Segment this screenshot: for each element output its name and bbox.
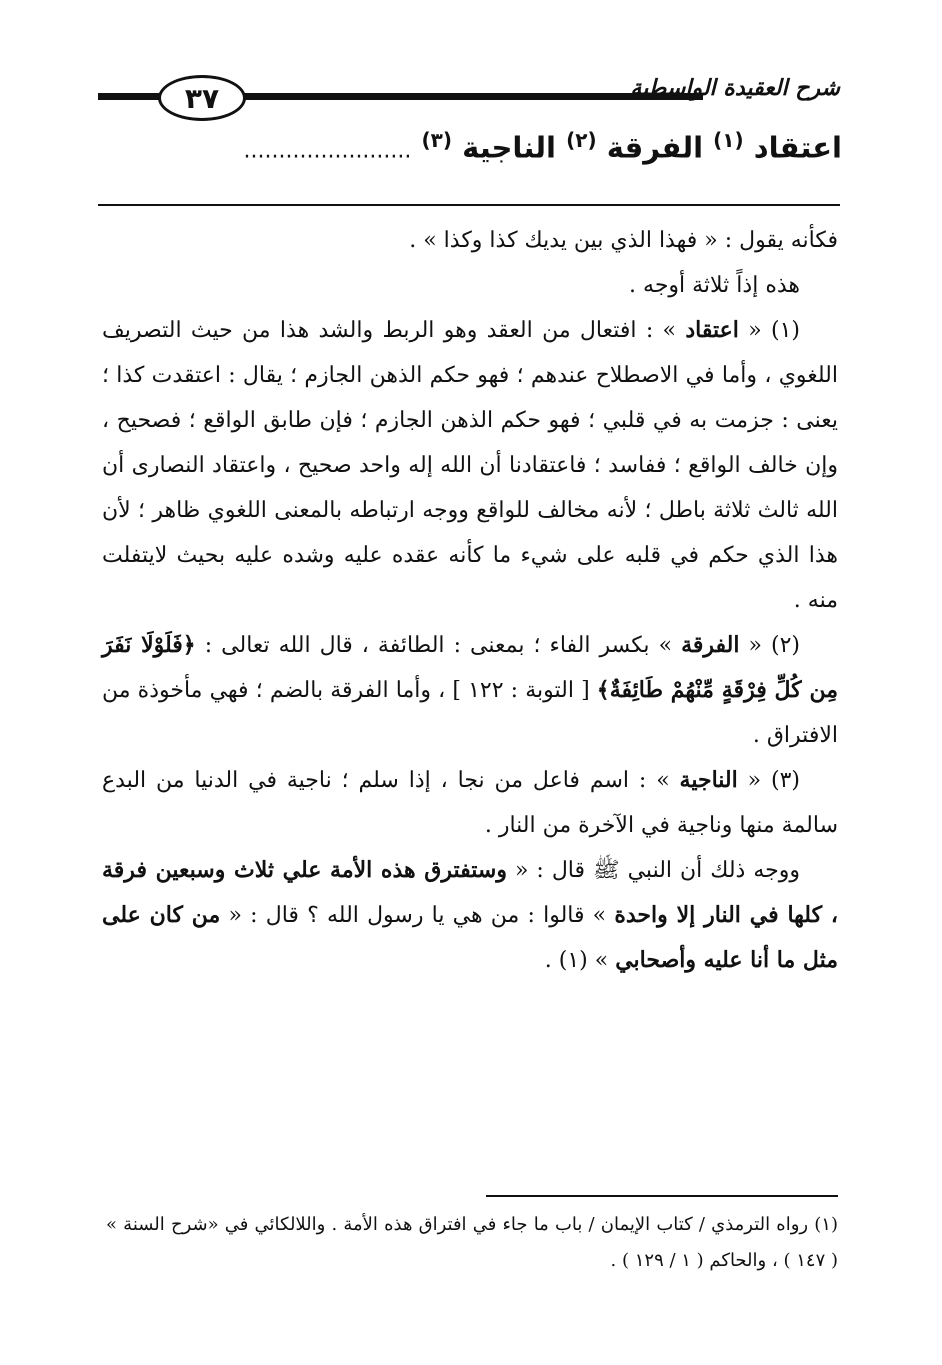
paragraph-text: » بكسر الفاء ؛ بمعنى : الطائفة ، قال الله تعالى : [204,633,673,658]
paragraph-text: » : افتعال من العقد وهو الربط والشد هذا من حيث التصريف اللغوي ، وأما في الاصطلاح عندهم ؛ فهو حكم الذهن الجازم ؛ يقال : اعتقدت كذا ؛ يعنى : جزمت به في قلبي ؛ فهو حكم الذهن الجازم ؛ فإن طابق الواقع ؛ فصحيح ، وإن خالف الواقع ؛ ففاسد ؛ فاعتقادنا أن الله إله واحد صحيح ، واعتقاد النصارى أن الله ثالث ثلاثة باطل ؛ لأنه مخالف للواقع ووجه ارتباطه بالمعنى اللغوي ظاهر ؛ لأن هذا الذي حكم في قلبه على شيء ما كأنه عقده عليه وشده عليه بحيث لايتفلت منه . [102,318,838,613]
paragraph-number: (١) « [748,318,800,343]
hadith-quote: وستفترق هذه الأمة علي ثلاث وسبعين فرقة ، كلها في النار إلا واحدة [102,857,838,928]
heading-word-itiqad: اعتقاد [753,130,842,165]
paragraph-firqa [102,623,838,758]
paragraph-2: هذه إذاً ثلاثة أوجه . [629,273,800,298]
book-title: شرح العقيدة الواسطية [630,76,840,101]
running-header [98,72,840,118]
paragraph-text: ووجه ذلك أن النبي ﷺ قال : « [514,858,800,883]
section-heading [100,128,842,165]
footnote-ref-3: (٣) [421,128,452,152]
footnote-rule [486,1195,838,1197]
footnote: (١) رواه الترمذي / كتاب الإيمان / باب ما جاء في افتراق هذه الأمة . واللالكائي في «شرح السنة » ( ١٤٧ ) ، والحاكم ( ١ / ١٢٩ ) . [106,1214,838,1271]
paragraph-text: » (١) . [544,948,609,973]
paragraph-text: » قالوا : من هي يا رسول الله ؟ قال : « [228,903,607,928]
heading-dots: ........................ [243,138,412,164]
footnote-ref-2: (٢) [566,128,597,152]
heading-underline [98,204,840,206]
paragraph-hadith [102,848,838,983]
defined-term: الناجية [679,767,738,793]
paragraph-1: فكأنه يقول : « فهذا الذي بين يديك كذا وكذا » . [409,228,838,253]
defined-term: الفرقة [681,632,740,658]
paragraph-text: [ التوبة : ١٢٢ ] ، وأما الفرقة بالضم ؛ فهي مأخوذة من الافتراق . [102,678,838,748]
paragraph-itiqad [102,308,838,623]
paragraph-number: (٣) « [747,768,800,793]
paragraph-number: (٢) « [748,633,800,658]
body-text [102,218,838,983]
paragraph-text: » : اسم فاعل من نجا ، إذا سلم ؛ ناجية في الدنيا من البدع سالمة منها وناجية في الآخرة من النار . [102,768,838,838]
defined-term: اعتقاد [685,317,739,343]
paragraph-najiya [102,758,838,848]
heading-word-najiya: الناجية [462,130,556,165]
page-number [158,75,246,121]
footnote-ref-1: (١) [713,128,744,152]
quran-verse: ﴿فَلَوْلَا نَفَرَ مِن كُلِّ فِرْقَةٍ مِّنْهُمْ طَائِفَةٌ﴾ [102,632,838,703]
heading-word-firqa: الفرقة [606,130,704,165]
page-number-text: ٣٧ [184,81,220,115]
hadith-quote: من كان على مثل ما أنا عليه وأصحابي [102,902,838,973]
